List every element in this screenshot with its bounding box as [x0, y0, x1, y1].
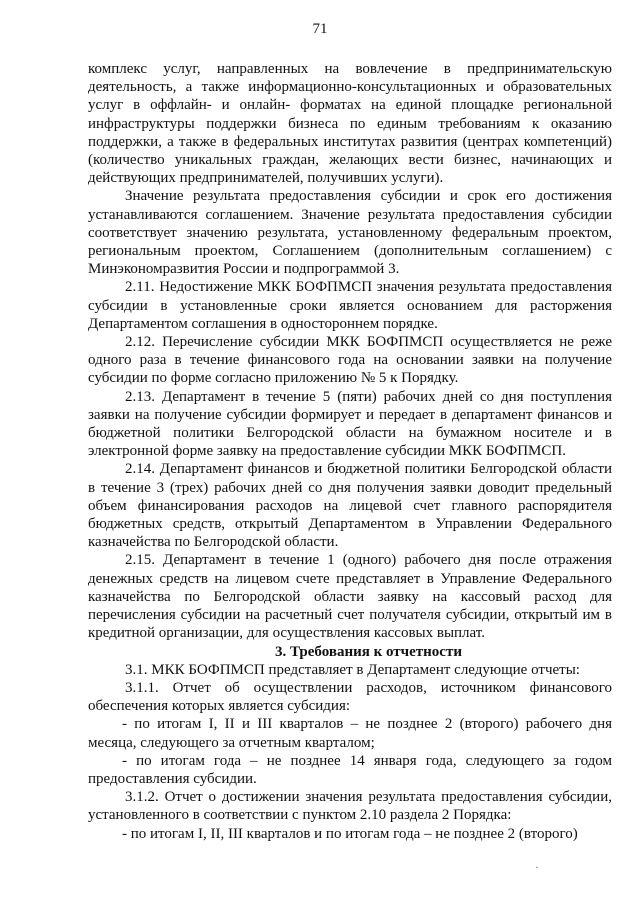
paragraph-result-value: Значение результата предоставления субсидии и срок его достижения устанавливаются соглашением. Значение результата предоставления субсидии соответствует значению результата, установленному федеральным проектом, региональным проектом, Соглашением (дополнительным соглашением) с Минэкономразвития России и подпрограммой 3.	[88, 188, 612, 278]
scan-dot-mark: ·	[535, 860, 539, 874]
paragraph-3-1-2: 3.1.2. Отчет о достижении значения результата предоставления субсидии, установленного в соответствии с пунктом 2.10 раздела 2 Порядка:	[88, 789, 612, 824]
paragraph-2-13: 2.13. Департамент в течение 5 (пяти) рабочих дней со дня поступления заявки на получение субсидии формирует и передает в департамент финансов и бюджетной политики Белгородской области на бумажном носителе и в электронной форме заявку на предоставление субсидии МКК БОФПМСП.	[88, 388, 612, 460]
document-body	[88, 60, 612, 843]
paragraph-2-15: 2.15. Департамент в течение 1 (одного) рабочего дня после отражения денежных средств на лицевом счете представляет в Управление Федерального казначейства по Белгородской области заявку на кассовый расход для перечисления субсидии на расчетный счет получателя субсидии, открытый им в кредитной организации, для осуществления кассовых выплат.	[88, 552, 612, 642]
paragraph-2-12: 2.12. Перечисление субсидии МКК БОФПМСП осуществляется не реже одного раза в течение финансового года на основании заявки на получение субсидии по форме согласно приложению № 5 к Порядку.	[88, 334, 612, 387]
paragraph-2-11: 2.11. Недостижение МКК БОФПМСП значения результата предоставления субсидии в установленные сроки является основанием для расторжения Департаментом соглашения в одностороннем порядке.	[88, 279, 612, 332]
list-item: - по итогам I, II и III кварталов – не позднее 2 (второго) рабочего дня месяца, следующего за отчетным кварталом;	[88, 716, 612, 751]
page-number: 71	[312, 21, 328, 37]
section-heading: 3. Требования к отчетности	[275, 643, 462, 660]
paragraph-2-14: 2.14. Департамент финансов и бюджетной политики Белгородской области в течение 3 (трех) рабочих дней со дня получения заявки доводит предельный объем финансирования расходов на лицевой счет главного распорядителя бюджетных средств, открытый Департаментом в Управлении Федерального казначейства по Белгородской области.	[88, 461, 612, 551]
paragraph-3-1-1: 3.1.1. Отчет об осуществлении расходов, источником финансового обеспечения которых является субсидия:	[88, 679, 612, 715]
list-item: - по итогам года – не позднее 14 января года, следующего за годом предоставления субсидии.	[88, 752, 612, 787]
list-item: - по итогам I, II, III кварталов и по итогам года – не позднее 2 (второго)	[122, 825, 578, 842]
paragraph-continuation: комплекс услуг, направленных на вовлечение в предпринимательскую деятельность, а также информационно-консультационных и образовательных услуг в оффлайн- и онлайн- форматах на единой площадке региональной инфраструктуры поддержки бизнеса по единым требованиям к оказанию поддержки, а также в федеральных институтах развития (центрах компетенций) (количество уникальных граждан, желающих вести бизнес, начинающих и действующих предпринимателей, получивших услуги).	[88, 61, 612, 187]
paragraph-3-1: 3.1. МКК БОФПМСП представляет в Департамент следующие отчеты:	[125, 661, 580, 678]
